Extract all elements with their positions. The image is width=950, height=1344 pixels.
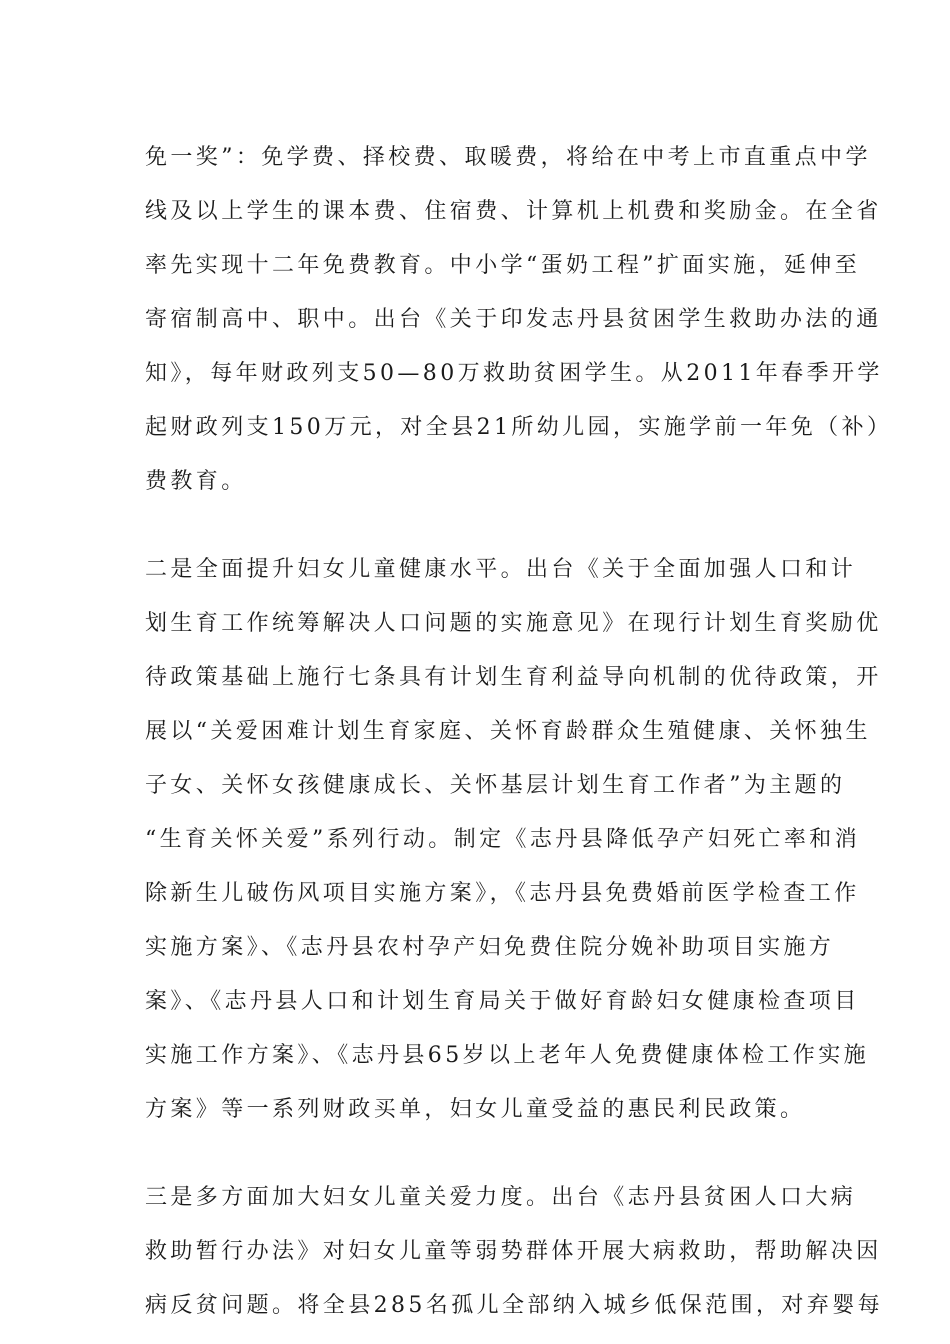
text-line: 费教育。 (145, 469, 247, 494)
paragraph-care (145, 1171, 883, 1333)
text-line: 划生育工作统筹解决人口问题的实施意见》在现行计划生育奖励优 (145, 611, 882, 636)
text-line: 率先实现十二年免费教育。中小学“蛋奶工程”扩面实施，延伸至 (145, 253, 861, 278)
text-line: 三是多方面加大妇女儿童关爱力度。出台《志丹县贫困人口大病 (145, 1185, 857, 1210)
text-line: 子女、关怀女孩健康成长、关怀基层计划生育工作者”为主题的 (145, 773, 846, 798)
text-line: 实施工作方案》、《志丹县65岁以上老年人免费健康体检工作实施 (145, 1043, 869, 1068)
text-line: 实施方案》、《志丹县农村孕产妇免费住院分娩补助项目实施方 (145, 935, 835, 960)
text-line: 知》，每年财政列支50—80万救助贫困学生。从2011年春季开学 (145, 361, 883, 386)
text-line: 二是全面提升妇女儿童健康水平。出台《关于全面加强人口和计 (145, 557, 857, 582)
text-line: 免一奖”：免学费、择校费、取暖费，将给在中考上市直重点中学 (145, 145, 871, 170)
text-line: “生育关怀关爱”系列行动。制定《志丹县降低孕产妇死亡率和消 (145, 827, 861, 852)
text-line: 起财政列支150万元，对全县21所幼儿园，实施学前一年免（补） (145, 415, 893, 440)
text-line: 待政策基础上施行七条具有计划生育利益导向机制的优待政策，开 (145, 665, 882, 690)
paragraph-health (145, 543, 882, 1137)
paragraph-free-education (145, 131, 893, 509)
text-line: 案》、《志丹县人口和计划生育局关于做好育龄妇女健康检查项目 (145, 989, 860, 1014)
text-line: 救助暂行办法》对妇女儿童等弱势群体开展大病救助，帮助解决因 (145, 1239, 882, 1264)
text-line: 线及以上学生的课本费、住宿费、计算机上机费和奖励金。在全省 (145, 199, 882, 224)
text-line: 展以“关爱困难计划生育家庭、关怀育龄群众生殖健康、关怀独生 (145, 719, 871, 744)
document-body (145, 131, 893, 1333)
paragraph-gap (145, 509, 807, 543)
text-line: 寄宿制高中、职中。出台《关于印发志丹县贫困学生救助办法的通 (145, 307, 882, 332)
text-line: 除新生儿破伤风项目实施方案》，《志丹县免费婚前医学检查工作 (145, 881, 860, 906)
paragraph-gap (145, 1137, 807, 1171)
text-line: 方案》等一系列财政买单，妇女儿童受益的惠民利民政策。 (145, 1097, 806, 1122)
text-line: 病反贫问题。将全县285名孤儿全部纳入城乡低保范围，对弃婴每 (145, 1293, 883, 1318)
